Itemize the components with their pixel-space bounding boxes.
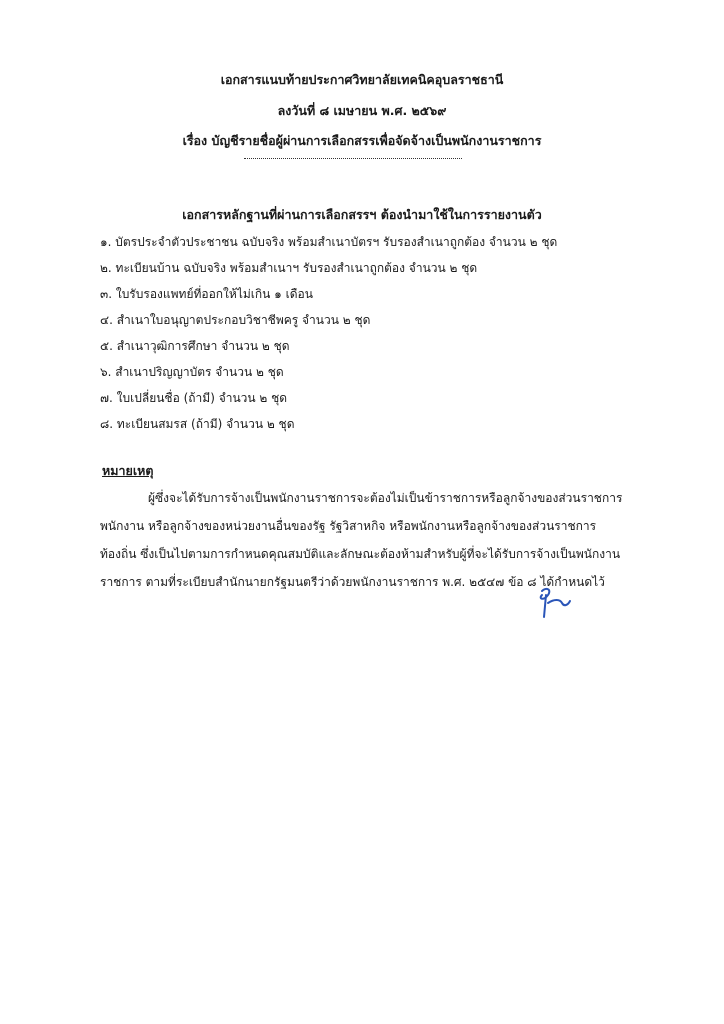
list-item-2: ๒. ทะเบียนบ้าน ฉบับจริง พร้อมสำเนาฯ รับรองสำเนาถูกต้อง จำนวน ๒ ชุด — [100, 261, 478, 275]
note-line-1: ผู้ซึ่งจะได้รับการจ้างเป็นพนักงานราชการจะต้องไม่เป็นข้าราชการหรือลูกจ้างของส่วนราชการ — [148, 491, 623, 505]
note-line-4: ราชการ ตามที่ระเบียบสำนักนายกรัฐมนตรีว่าด้วยพนักงานราชการ พ.ศ. ๒๕๔๗ ข้อ ๘ ได้กำหนดไว้ — [100, 575, 605, 589]
note-line-2: พนักงาน หรือลูกจ้างของหน่วยงานอื่นของรัฐ รัฐวิสาหกิจ หรือพนักงานหรือลูกจ้างของส่วนราชการ — [100, 519, 597, 533]
list-item-5: ๕. สำเนาวุฒิการศึกษา จำนวน ๒ ชุด — [100, 339, 290, 353]
list-item-6: ๖. สำเนาปริญญาบัตร จำนวน ๒ ชุด — [100, 365, 284, 379]
header-date-line: ลงวันที่ ๘ เมษายน พ.ศ. ๒๕๖๙ — [277, 103, 447, 118]
header-subject-line: เรื่อง บัญชีรายชื่อผู้ผ่านการเลือกสรรเพื่อจัดจ้างเป็นพนักงานราชการ — [182, 133, 542, 148]
dotted-divider — [244, 158, 462, 159]
list-item-1: ๑. บัตรประจำตัวประชาชน ฉบับจริง พร้อมสำเนาบัตรฯ รับรองสำเนาถูกต้อง จำนวน ๒ ชุด — [100, 235, 558, 249]
header-line-1: เอกสารแนบท้ายประกาศวิทยาลัยเทคนิคอุบลราชธานี — [220, 72, 504, 87]
section-title: เอกสารหลักฐานที่ผ่านการเลือกสรรฯ ต้องนำมาใช้ในการรายงานตัว — [182, 207, 542, 222]
note-title: หมายเหตุ — [102, 463, 154, 478]
list-item-4: ๔. สำเนาใบอนุญาตประกอบวิชาชีพครู จำนวน ๒ ชุด — [100, 313, 371, 327]
list-item-7: ๗. ใบเปลี่ยนชื่อ (ถ้ามี) จำนวน ๒ ชุด — [100, 391, 288, 405]
list-item-3: ๓. ใบรับรองแพทย์ที่ออกให้ไม่เกิน ๑ เดือน — [100, 287, 313, 301]
list-item-8: ๘. ทะเบียนสมรส (ถ้ามี) จำนวน ๒ ชุด — [100, 417, 295, 431]
signature-mark — [532, 583, 572, 623]
note-line-3: ท้องถิ่น ซึ่งเป็นไปตามการกำหนดคุณสมบัติและลักษณะต้องห้ามสำหรับผู้ที่จะได้รับการจ้างเป็นพนักงาน — [100, 547, 621, 561]
